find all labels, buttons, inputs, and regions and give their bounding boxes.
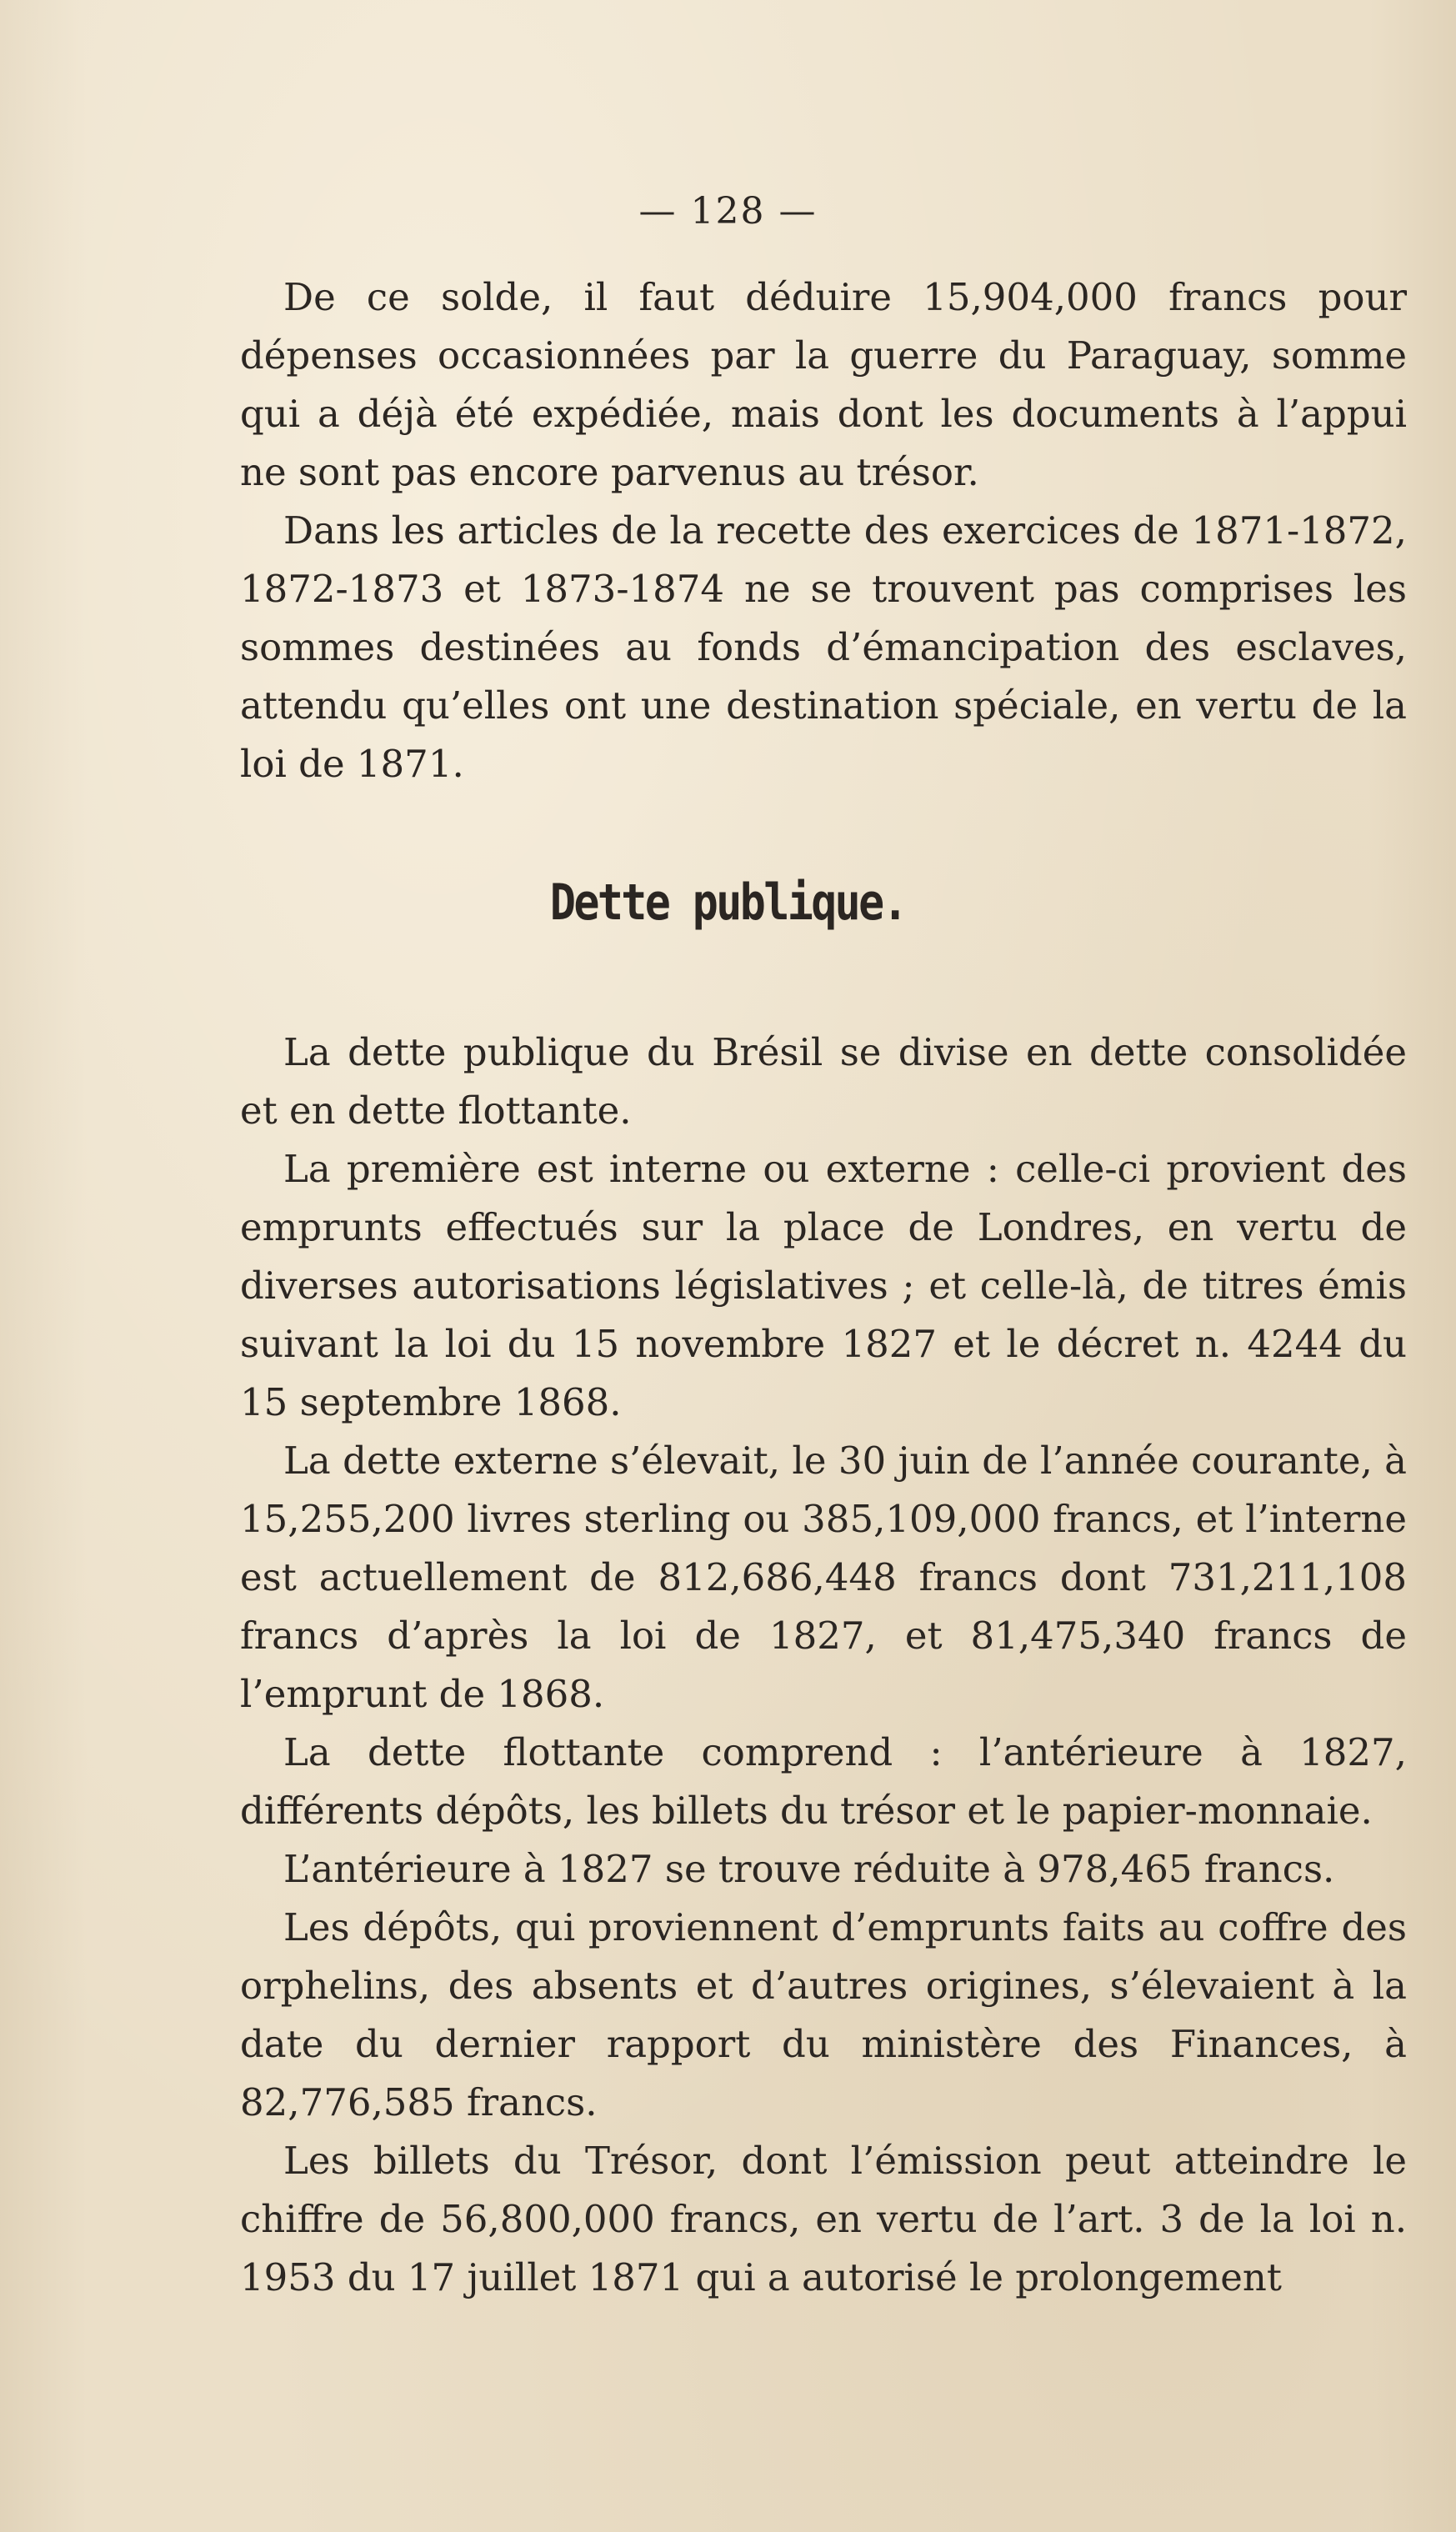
- paragraph: Dans les articles de la recette des exercices de 1871-1872, 1872-1873 et 1873-1874 ne se trouvent pas comprises les sommes destinées au fonds d’émancipation des esclaves, attendu qu’elles ont une destination spéciale, en vertu de la loi de 1871.: [240, 508, 1407, 786]
- paragraph: De ce solde, il faut déduire 15,904,000 francs pour dépenses occasionnées par la guerre du Paraguay, somme qui a déjà été expédiée, mais dont les documents à l’appui ne sont pas encore parvenus au trésor.: [240, 275, 1407, 494]
- text-block-after-heading: [240, 1023, 1407, 2307]
- text-block-before-heading: [240, 268, 1407, 793]
- paragraph: Les billets du Trésor, dont l’émission peut atteindre le chiffre de 56,800,000 francs, en vertu de l’art. 3 de la loi n. 1953 du 17 juillet 1871 qui a autorisé le prolongement: [240, 2139, 1407, 2299]
- paragraph: La dette flottante comprend : l’antérieure à 1827, différents dépôts, les billets du trésor et le papier-monnaie.: [240, 1730, 1407, 1833]
- paragraph: La première est interne ou externe : celle-ci provient des emprunts effectués sur la place de Londres, en vertu de diverses autorisations législatives ; et celle-là, de titres émis suivant la loi du 15 novembre 1827 et le décret n. 4244 du 15 septembre 1868.: [240, 1147, 1407, 1424]
- section-heading: Dette publique.: [549, 873, 907, 932]
- paragraph: La dette publique du Brésil se divise en dette consolidée et en dette flottante.: [240, 1030, 1407, 1133]
- page-number: — 128 —: [638, 190, 818, 233]
- paragraph: Les dépôts, qui proviennent d’emprunts faits au coffre des orphelins, des absents et d’autres origines, s’élevaient à la date du dernier rapport du ministère des Finances, à 82,776,585 francs.: [240, 1905, 1407, 2124]
- paragraph: La dette externe s’élevait, le 30 juin de l’année courante, à 15,255,200 livres sterling ou 385,109,000 francs, et l’interne est actuellement de 812,686,448 francs dont 731,211,108 francs d’après la loi de 1827, et 81,475,340 francs de l’emprunt de 1868.: [240, 1439, 1407, 1716]
- paragraph: L’antérieure à 1827 se trouve réduite à 978,465 francs.: [283, 1847, 1335, 1891]
